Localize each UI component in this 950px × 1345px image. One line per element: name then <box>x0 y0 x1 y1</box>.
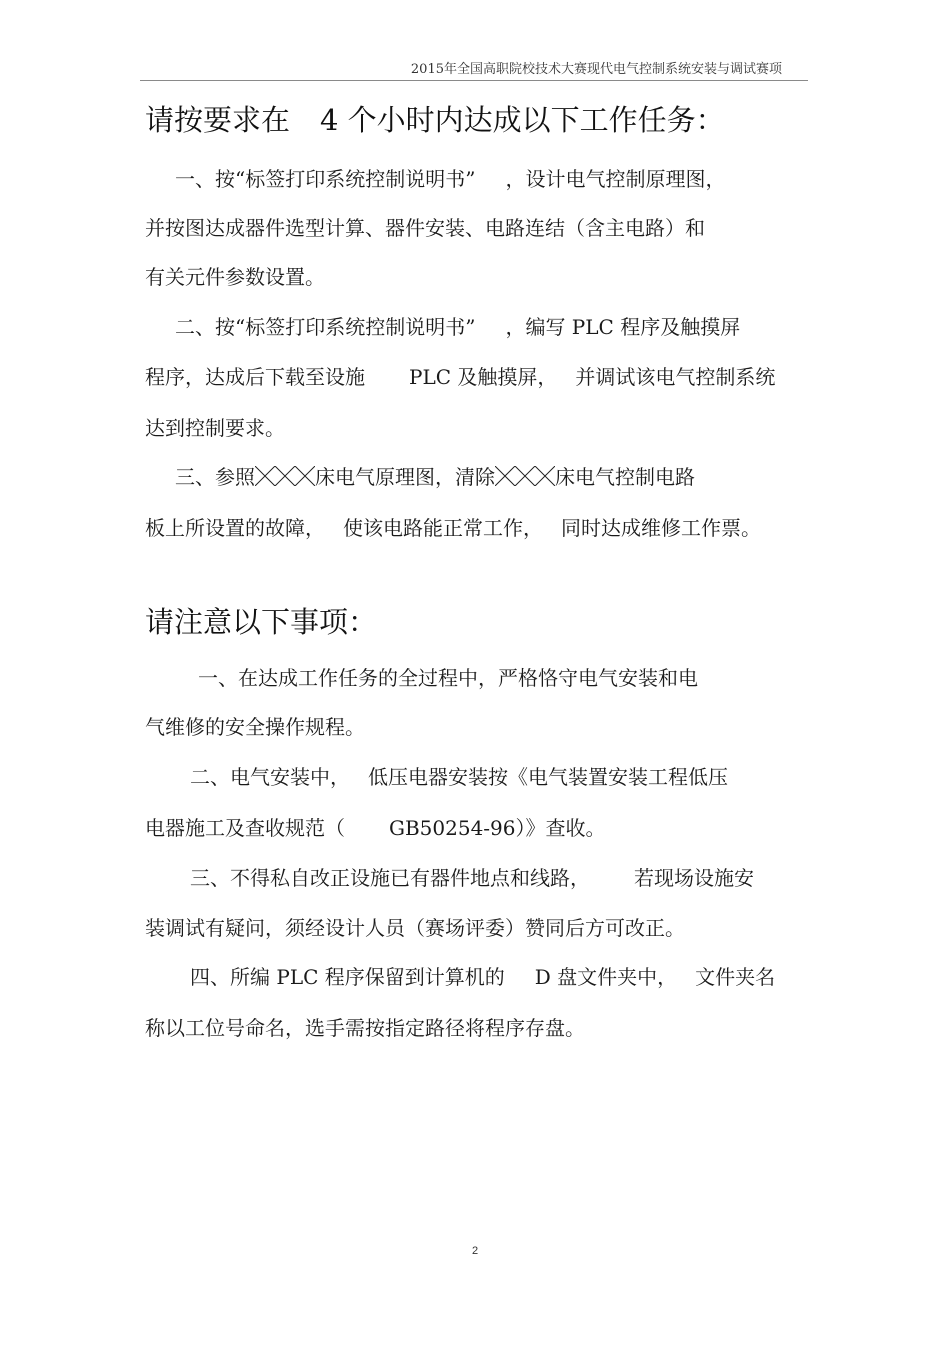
note-2-line-1 <box>190 761 728 790</box>
page-number: 2 <box>471 1245 479 1257</box>
note-4-line-2: 称以工位号命名，选手需按指定路径将程序存盘。 <box>145 1016 585 1040</box>
note-2-line-2 <box>145 812 606 841</box>
task-2-line-1 <box>175 311 740 340</box>
task-2-line-3: 达到控制要求。 <box>145 416 285 440</box>
task-3-line-2 <box>145 512 761 541</box>
task-3-text-d: 板上所设置的故障， <box>145 516 325 540</box>
note-2-text-d: GB50254-96）》查收。 <box>389 816 606 840</box>
task-2-text-c: 程序，达成后下载至设施 <box>145 365 365 389</box>
task-2-text-a: 二、按“标签打印系统控制说明书” <box>175 315 476 339</box>
task-1-text-a: 一、按“标签打印系统控制说明书” <box>175 167 476 191</box>
task-3-text-c: 床电气控制电路 <box>555 465 695 489</box>
note-4-text-b: D 盘文件夹中， <box>534 965 678 989</box>
placeholder-x-mark-icon <box>495 466 555 486</box>
task-2-text-b: ，编写 PLC 程序及触摸屏 <box>505 315 741 339</box>
note-3-text-b: 若现场设施安 <box>634 866 754 890</box>
note-4-text-a: 四、所编 PLC 程序保留到计算机的 <box>190 965 505 989</box>
note-2-text-c: 电器施工及查收规范（ <box>145 816 345 840</box>
note-3-line-1 <box>190 862 754 891</box>
task-3-text-e: 使该电路能正常工作， <box>343 516 543 540</box>
note-4-text-c: 文件夹名 <box>695 965 776 989</box>
note-3-line-2: 装调试有疑问，须经设计人员（赛场评委）赞同后方可改正。 <box>145 916 685 940</box>
task-3-text-b: 床电气原理图，清除 <box>315 465 495 489</box>
task-1-line-2: 并按图达成器件选型计算、器件安装、电路连结（含主电路）和 <box>145 216 705 240</box>
tasks-heading-part-1: 请按要求在 <box>145 103 291 137</box>
note-2-text-b: 低压电器安装按《电气装置安装工程低压 <box>368 765 728 789</box>
placeholder-x-mark-icon <box>255 466 315 486</box>
note-3-text-a: 三、不得私自改正设施已有器件地点和线路， <box>190 866 590 890</box>
note-2-text-a: 二、电气安装中， <box>190 765 350 789</box>
tasks-heading-part-2: 4 个小时内达成以下工作任务： <box>320 103 725 137</box>
running-header: 2015年全国高职院校技术大赛现代电气控制系统安装与调试赛项 <box>410 62 782 77</box>
task-3-text-a: 三、参照 <box>175 465 255 489</box>
note-1-line-1: 一、在达成工作任务的全过程中，严格恪守电气安装和电 <box>198 666 698 690</box>
note-1-line-2: 气维修的安全操作规程。 <box>145 715 365 739</box>
task-3-line-1 <box>175 461 695 490</box>
task-1-text-b: ，设计电气控制原理图， <box>505 167 726 191</box>
task-3-text-f: 同时达成维修工作票。 <box>561 516 761 540</box>
task-1-line-3: 有关元件参数设置。 <box>145 265 325 289</box>
notes-heading: 请注意以下事项： <box>145 605 378 639</box>
task-2-text-d: PLC 及触摸屏， <box>409 365 558 389</box>
task-1-line-1 <box>175 163 725 192</box>
tasks-heading <box>145 98 725 139</box>
header-rule <box>140 80 808 81</box>
task-2-line-2 <box>145 361 775 390</box>
note-4-line-1 <box>190 961 775 990</box>
task-2-text-e: 并调试该电气控制系统 <box>575 365 776 389</box>
